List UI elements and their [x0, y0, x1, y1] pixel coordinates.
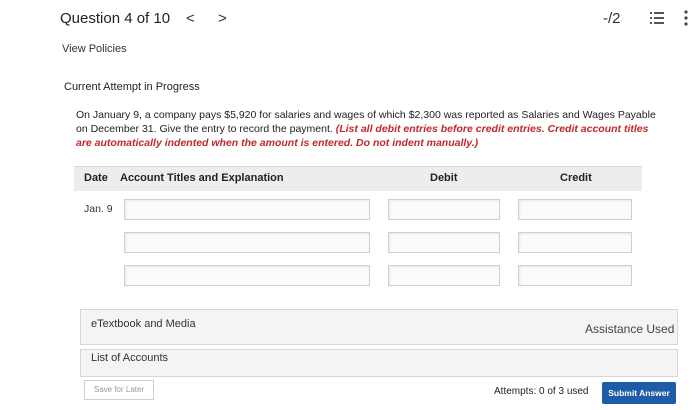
- debit-input[interactable]: [388, 265, 500, 286]
- question-instruction: (List all debit entries before credit entries. Credit account titles are automatically indented when the amount is entered. Do not indent manually.): [76, 123, 649, 149]
- account-title-input[interactable]: [124, 232, 370, 253]
- save-for-later-button[interactable]: Save for Later: [84, 380, 154, 400]
- credit-input[interactable]: [518, 265, 632, 286]
- question-body: On January 9, a company pays $5,920 for salaries and wages of which $2,300 was reported as Salaries and Wages Payable on December 31. Give the entry to record the payment.: [76, 109, 656, 135]
- credit-input[interactable]: [518, 199, 632, 220]
- view-policies-link[interactable]: View Policies: [62, 43, 127, 55]
- chevron-left-icon: <: [186, 10, 195, 27]
- column-header-debit: Debit: [430, 172, 458, 184]
- credit-input[interactable]: [518, 232, 632, 253]
- list-of-accounts-panel[interactable]: [80, 349, 678, 377]
- next-question-button[interactable]: [218, 10, 227, 27]
- question-score: -/2: [603, 10, 621, 27]
- assistance-used-label: Assistance Used: [585, 322, 675, 336]
- chevron-right-icon: >: [218, 10, 227, 27]
- question-title: Question 4 of 10: [60, 10, 171, 27]
- list-icon[interactable]: [650, 11, 664, 25]
- account-title-input[interactable]: [124, 199, 370, 220]
- column-header-date: Date: [84, 172, 108, 184]
- entry-date: Jan. 9: [84, 203, 113, 215]
- column-header-account: Account Titles and Explanation: [120, 172, 284, 184]
- attempt-status: Current Attempt in Progress: [64, 81, 200, 93]
- prev-question-button[interactable]: [186, 10, 195, 27]
- column-header-credit: Credit: [560, 172, 592, 184]
- debit-input[interactable]: [388, 199, 500, 220]
- submit-answer-button[interactable]: Submit Answer: [602, 382, 676, 404]
- more-vertical-icon[interactable]: [684, 10, 688, 26]
- attempts-counter: Attempts: 0 of 3 used: [494, 386, 589, 397]
- debit-input[interactable]: [388, 232, 500, 253]
- question-text: [76, 108, 666, 150]
- etextbook-label[interactable]: eTextbook and Media: [91, 318, 196, 330]
- list-of-accounts-label[interactable]: List of Accounts: [91, 352, 169, 364]
- account-title-input[interactable]: [124, 265, 370, 286]
